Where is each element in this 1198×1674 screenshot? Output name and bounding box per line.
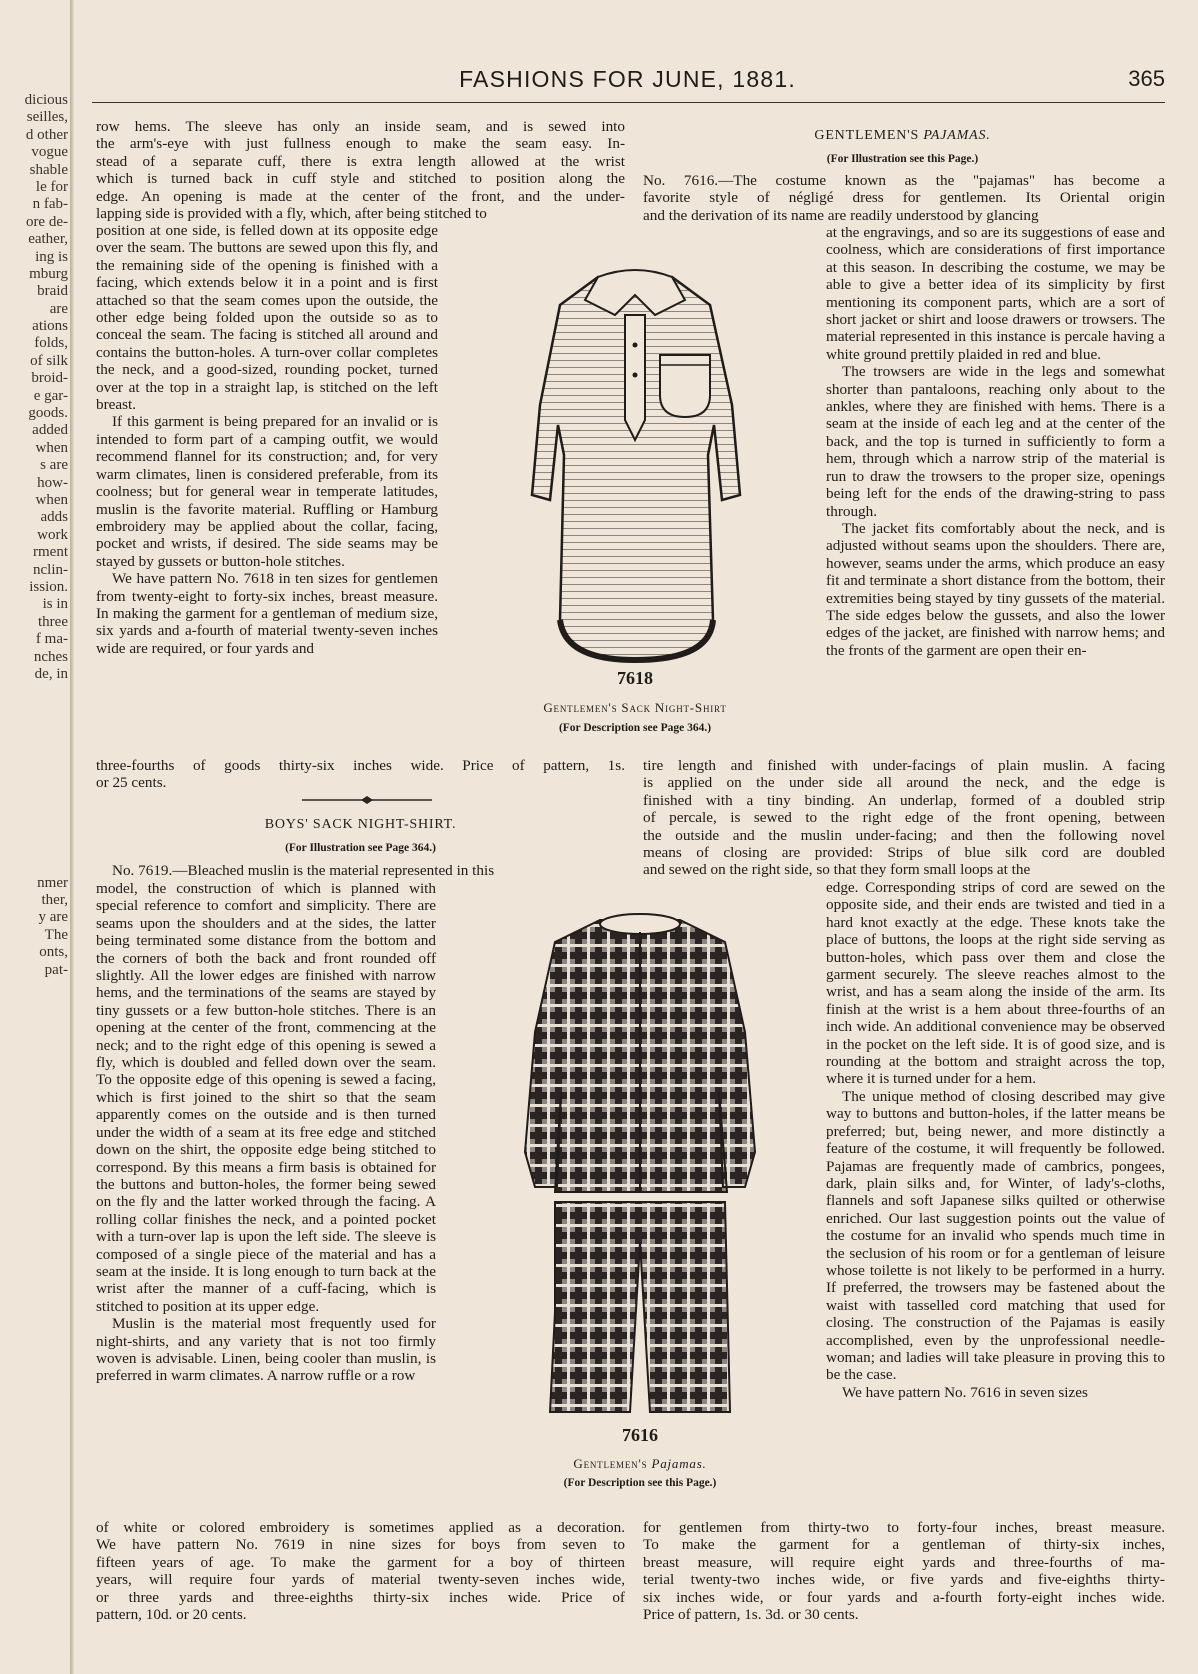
binding-gutter: [70, 0, 74, 1674]
margin-fragment: goods.: [28, 405, 68, 422]
pattern-7616-start: We have pattern No. 7616 in seven sizes: [842, 1383, 1088, 1401]
pajamas-illustration: [515, 912, 765, 1422]
margin-fragment: are: [49, 300, 68, 317]
figure-caption-pajamas-italic: Pajamas.: [651, 1456, 707, 1471]
pajamas-intro-line: and the derivation of its name are readily understood by glancing: [643, 206, 1039, 224]
boys-bottom-line: fifteen years of age. To make the garment for a boy of thirteen: [96, 1553, 625, 1571]
pajamas-bottom-line: Price of pattern, 1s. 3d. or 30 cents.: [643, 1606, 859, 1624]
margin-fragment: nches: [33, 648, 68, 665]
margin-fragment: folds,: [34, 335, 68, 352]
boys-subheading: (For Illustration see Page 364.): [285, 842, 436, 854]
margin-fragment: ore de-: [25, 213, 68, 230]
pajamas-bottom-line: for gentlemen from thirty-two to forty-four inches, breast measure.: [643, 1519, 1165, 1536]
boys-first-line: [96, 862, 625, 879]
boys-first-line-text: No. 7619.—Bleached muslin is the material represented in this: [112, 862, 495, 879]
page-header: [90, 66, 1165, 96]
margin-fragment: [0, 753, 68, 770]
margin-fragment: d other: [25, 126, 68, 143]
margin-fragment: is in: [42, 596, 68, 613]
margin-fragment: [0, 840, 68, 857]
pajamas-wide-line: tire length and finished with under-facings of plain muslin. A facing: [643, 757, 1165, 774]
right-bottom-lines: [643, 1519, 1165, 1623]
pajamas-wide-line: means of closing are provided: Strips of blue silk cord are doubled: [643, 844, 1165, 862]
left-text-line: stead of a separate cuff, there is extra length allowed at the wrist: [96, 152, 625, 170]
margin-fragment: [0, 770, 68, 787]
margin-fragment: [0, 857, 68, 874]
pajamas-heading-italic: PAJAMAS.: [923, 128, 991, 143]
margin-fragment: ission.: [29, 578, 68, 595]
pajamas-heading: [640, 128, 1165, 144]
pajamas-heading-prefix: GENTLEMEN'S: [814, 128, 924, 143]
boys-bottom-line: pattern, 10d. or 20 cents.: [96, 1606, 247, 1624]
margin-fragment: e gar-: [33, 387, 68, 404]
margin-fragment: mburg: [29, 265, 68, 282]
margin-fragment: onts,: [39, 944, 68, 961]
page-title: FASHIONS FOR JUNE, 1881.: [459, 66, 796, 92]
margin-fragment: [0, 683, 68, 700]
right-narrow-block-1: [826, 224, 1165, 659]
left-text-line: which is turned back in cuff style and stitched to position along the: [96, 170, 625, 188]
paragraph-fly: position at one side, is felled down at its opposite edge over the seam. The buttons are sewed upon this fly, and the remaining side of the opening is finished with a facing, which extends below it in a point and is first attached so that the seam comes upon the outside, the other edge being folded upon the outside so as to conceal the seam. The facing is stitched all around and contains the button-holes. A turn-over collar completes the neck, and a good-sized, rounding pocket, turned over at the top in a straight lap, is stitched on the left breast.: [96, 222, 438, 414]
left-column-pattern-lines: [96, 757, 625, 792]
margin-fragment: y are: [38, 909, 68, 926]
boys-bottom-line: or three yards and three-eighths thirty-six inches wide. Price of: [96, 1588, 625, 1606]
margin-fragment: of silk: [30, 352, 68, 369]
figure-caption-nightshirt: Gentlemen's Sack Night-Shirt: [543, 700, 727, 715]
header-rule: [92, 102, 1165, 103]
margin-fragment: braid: [37, 283, 68, 300]
margin-fragment: s are: [40, 457, 68, 474]
paragraph-pattern-7618: We have pattern No. 7618 in ten sizes for gentlemen from twenty-eight to forty-six inches, breast measure. In making the garment for a gentleman of medium size, six yards and a-fourth of material twenty-seven inches wide are required, or four yards and: [96, 570, 438, 657]
figure-subcaption-nightshirt: (For Description see Page 364.): [558, 722, 712, 734]
facing-page-margin-text: [0, 92, 68, 979]
left-pattern-line: three-fourths of goods thirty-six inches wide. Price of pattern, 1s.: [96, 757, 625, 774]
margin-fragment: nclin-: [33, 561, 68, 578]
margin-fragment: seilles,: [26, 109, 68, 126]
page-number: 365: [1128, 66, 1165, 91]
margin-fragment: [0, 788, 68, 805]
pajamas-wide-line: of percale, is sewed to the right edge of the front opening, between: [643, 809, 1165, 827]
margin-fragment: work: [37, 526, 68, 543]
pajamas-bottom-line: breast measure, will require eight yards and three-fourths of ma-: [643, 1553, 1165, 1571]
margin-fragment: de, in: [34, 665, 68, 682]
left-column-narrow-block: [96, 222, 438, 657]
pajamas-subheading: (For Illustration see this Page.): [826, 153, 979, 165]
boys-bottom-line: We have pattern No. 7619 in nine sizes for boys from seven to: [96, 1536, 625, 1554]
margin-fragment: [0, 805, 68, 822]
boys-bottom-line: years, will require four yards of material twenty-seven inches wide,: [96, 1571, 625, 1589]
paragraph-invalid: If this garment is being prepared for an invalid or is intended to form part of a camping outfit, we would recommend flannel for its construction; and, for very warm climates, linen is considered preferable, from its coolness; but for general wear in temperate latitudes, muslin is the favorite material. Ruffling or Hamburg embroidery may be applied about the collar, facing, pocket and wrists, if desired. The side seams may be stayed by gussets or button-hole stitches.: [96, 413, 438, 570]
figure-caption-pajamas: [480, 1456, 800, 1472]
margin-fragment: The: [44, 926, 68, 943]
trowsers-paragraph: The trowsers are wide in the legs and somewhat shorter than pantaloons, reaching only about to the ankles, where they are finished with hems. There is a seam at the inside of each leg and at the center of the back, and the top is turned in sufficiently to form a hem, through which a narrow strip of the material is run to draw the trowsers to the proper size, openings being left for the ends of the drawing-string to pass through.: [826, 363, 1165, 520]
margin-fragment: ther,: [41, 891, 68, 908]
margin-fragment: when: [35, 439, 68, 456]
pajamas-wide-line: is applied on the under side all around the neck, and the edge is: [643, 774, 1165, 792]
pajamas-bottom-line: To make the garment for a gentleman of thirty-six inches,: [643, 1536, 1165, 1554]
pajamas-bottom-line: six inches wide, or four yards and a-fourth forty-eight inches wide.: [643, 1588, 1165, 1606]
pajamas-materials-paragraph: The unique method of closing described may give way to buttons and button-holes, if the latter means be preferred; but, being newer, and more distinctly a feature of the costume, it will frequently be followed. Pajamas are frequently made of cambrics, pongees, dark, plain silks and, for Winter, of lady's-cloths, flannels and soft Japanese silks quilted or otherwise enriched. Our last suggestion points out the value of the costume for an invalid who spends much time in the seclusion of his room or for a gentleman of leisure whose toilette is not likely to be performed in a hurry. If preferred, the trowsers may be fastened about the waist with tasselled cord matching that used for closing. The construction of the Pajamas is easily accomplished, even by the unprofessional needle-woman; and ladies will take pleasure in proving this to be the case.: [826, 1087, 1165, 1384]
margin-fragment: pat-: [44, 961, 68, 978]
margin-fragment: ations: [32, 318, 68, 335]
right-wide-lines: [643, 757, 1165, 879]
pajamas-bottom-line: terial twenty-two inches wide, or five yards and five-eighths thirty-: [643, 1571, 1165, 1589]
margin-fragment: f ma-: [35, 631, 68, 648]
pajamas-wide-line: the outside and the muslin under-facing; and then the following novel: [643, 826, 1165, 844]
pajamas-wide-line: finished with a tiny binding. An underlap, formed of a doubled strip: [643, 791, 1165, 809]
margin-fragment: le for: [35, 178, 68, 195]
margin-fragment: ing is: [35, 248, 68, 265]
left-text-line: the arm's-eye with just fullness enough to make the seam easy. In-: [96, 135, 625, 153]
margin-fragment: dicious: [24, 92, 68, 108]
margin-fragment: when: [35, 491, 68, 508]
margin-fragment: [0, 735, 68, 752]
margin-fragment: nmer: [37, 874, 68, 891]
left-pattern-line: or 25 cents.: [96, 774, 167, 792]
margin-fragment: shable: [29, 161, 68, 178]
margin-fragment: adds: [40, 509, 68, 526]
section-divider: [302, 795, 432, 805]
pajamas-intro-line: favorite style of négligé dress for gentlemen. Its Oriental origin: [643, 189, 1165, 207]
boys-narrow-block: [96, 880, 436, 1385]
pajamas-description: at the engravings, and so are its suggestions of ease and coolness, which are considerations of first importance at this season. In describing the costume, we may be able to give a better idea of its simplicity by first mentioning its component parts, which are a sort of short jacket or shirt and loose drawers or trowsers. The material represented in this instance is percale having a white ground prettily plaided in red and blue.: [826, 224, 1165, 363]
margin-fragment: [0, 822, 68, 839]
figure-caption-pajamas-prefix: Gentlemen's: [573, 1456, 652, 1471]
closing-paragraph: edge. Corresponding strips of cord are sewed on the opposite side, and their ends are twisted and tied in a hard knot exactly at the edge. These knots take the place of buttons, the loops at the right side serving as button-holes, which pass over them and close the garment securely. The sleeve reaches almost to the wrist, and has a seam along the inside of the arm. Its finish at the wrist is a hem about three-fourths of an inch wide. An additional convenience may be observed in the pocket on the left side. It is of good size, and is rounding at the bottom and straight across the top, where it is turned under for a hem.: [826, 879, 1165, 1088]
boys-description: model, the construction of which is planned with special reference to comfort and simplicity. There are seams upon the shoulders and at the sides, the latter being terminated some distance from the bottom and the corners of both the back and front rounded off slightly. All the lower edges are finished with narrow hems, and the terminations of the seams are stayed by tiny gussets or a few button-hole stitches. There is an opening at the center of the front, commencing at the neck; and to the right edge of this opening is sewed a fly, which is doubled and felled down over the seam. To the opposite edge of this opening is sewed a facing, which is first joined to the shirt so that the seam apparently comes on the outside and is then turned under the width of a seam at its free edge and stitched down on the shirt, the opposite edge being stitched to correspond. By this means a firm basis is obtained for the buttons and button-holes, the former being sewed on the fly and the latter worked through the facing. A rolling collar finishes the neck, and a pointed pocket with a turn-over lap is upon the left side. The sleeve is composed of a single piece of the material and has a seam at the inside. It is long enough to turn back at the wrist after the manner of a cuff-facing, which is stitched to position at its upper edge.: [96, 880, 436, 1315]
left-text-line: lapping side is provided with a fly, which, after being stitched to: [96, 205, 487, 223]
left-column-wide-lines: [96, 118, 625, 222]
margin-fragment: broid-: [31, 370, 68, 387]
right-narrow-block-2: [826, 879, 1165, 1401]
boys-bottom-line: of white or colored embroidery is sometimes applied as a decoration.: [96, 1519, 625, 1536]
left-text-line: row hems. The sleeve has only an inside seam, and is sewed into: [96, 118, 625, 135]
margin-fragment: [0, 701, 68, 718]
margin-fragment: three: [38, 613, 68, 630]
boys-muslin-paragraph: Muslin is the material most frequently used for night-shirts, and any variety that is not too firmly woven is advisable. Linen, being cooler than muslin, is preferred in warm climates. A narrow ruffle or a row: [96, 1315, 436, 1385]
margin-fragment: rment: [33, 544, 68, 561]
margin-fragment: n fab-: [32, 196, 68, 213]
pajamas-wide-line: and sewed on the right side, so that they form small loops at the: [643, 861, 1031, 879]
margin-fragment: vogue: [31, 144, 68, 161]
figure-subcaption-pajamas: (For Description see this Page.): [563, 1477, 717, 1489]
margin-fragment: [0, 718, 68, 735]
jacket-paragraph: The jacket fits comfortably about the neck, and is adjusted without seams upon the shoulders. There are, however, seams under the arms, which produce an easy fit and terminate a short distance from the bottom, their extremities being stayed by tiny gussets of the material. The side edges below the gussets, and also the lower edges of the jacket, are finished with narrow hems; and the fronts of the garment are open their en-: [826, 519, 1165, 659]
figure-number-7616: 7616: [622, 1425, 658, 1445]
left-text-line: edge. An opening is made at the center of the front, and the under-: [96, 187, 625, 205]
margin-fragment: eather,: [28, 231, 68, 248]
figure-number-7618: 7618: [617, 668, 653, 688]
margin-fragment: how-: [37, 474, 68, 491]
nightshirt-illustration: [520, 255, 750, 665]
pajamas-intro-lines: [643, 172, 1165, 224]
pajamas-intro-line: No. 7616.—The costume known as the "pajamas" has become a: [643, 172, 1165, 189]
margin-fragment: added: [32, 422, 68, 439]
boys-bottom-lines: [96, 1519, 625, 1623]
boys-heading: BOYS' SACK NIGHT-SHIRT.: [264, 817, 457, 832]
